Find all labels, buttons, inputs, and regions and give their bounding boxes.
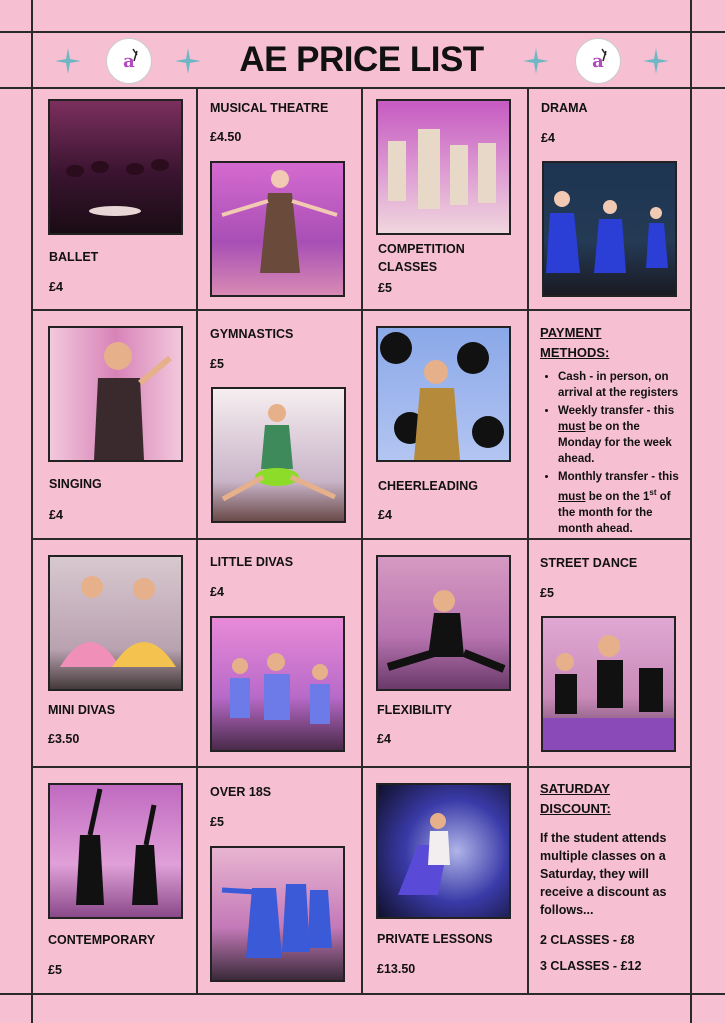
class-price: £4.50 bbox=[210, 130, 242, 144]
page-title: AE PRICE LIST bbox=[239, 40, 484, 79]
discount-three-classes: 3 CLASSES - £12 bbox=[540, 959, 642, 973]
payment-monthly: • Monthly transfer - this must be on the 1st of the month for the month ahead. bbox=[558, 469, 686, 537]
discount-heading: SATURDAY DISCOUNT: bbox=[540, 781, 611, 816]
competition-photo bbox=[376, 99, 511, 235]
class-name: LITTLE DIVAS bbox=[210, 555, 294, 569]
header bbox=[33, 32, 690, 87]
class-name: STREET DANCE bbox=[540, 556, 638, 570]
ballet-photo bbox=[48, 99, 183, 235]
class-price: £5 bbox=[48, 963, 62, 977]
class-name: CHEERLEADING bbox=[378, 479, 479, 493]
class-price: £5 bbox=[210, 815, 224, 829]
sparkle-icon bbox=[641, 46, 671, 76]
class-name: CONTEMPORARY bbox=[48, 933, 156, 947]
discount-two-classes: 2 CLASSES - £8 bbox=[540, 933, 635, 947]
class-name: SINGING bbox=[49, 477, 102, 491]
over-18s-photo bbox=[210, 846, 345, 982]
frame-line-left bbox=[31, 0, 33, 1023]
saturday-discount bbox=[540, 779, 686, 973]
payment-methods bbox=[540, 323, 686, 539]
col-line-3 bbox=[527, 89, 529, 993]
class-name: GYMNASTICS bbox=[210, 327, 294, 341]
flexibility-photo bbox=[376, 555, 511, 691]
singing-photo bbox=[48, 326, 183, 462]
dancer-logo-icon bbox=[580, 43, 616, 79]
private-lessons-photo bbox=[376, 783, 511, 919]
street-dance-photo bbox=[541, 616, 676, 752]
class-price: £4 bbox=[210, 585, 224, 599]
class-price: £3.50 bbox=[48, 732, 80, 746]
class-price: £4 bbox=[378, 508, 392, 522]
class-price: £5 bbox=[210, 357, 224, 371]
discount-description: If the student attends multiple classes on a Saturday, they will receive a discount as follows... bbox=[540, 831, 667, 917]
class-price: £4 bbox=[541, 131, 555, 145]
payment-cash: • Cash - in person, on arrival at the registers bbox=[558, 369, 686, 401]
frame-line-right bbox=[690, 0, 692, 1023]
mini-divas-photo bbox=[48, 555, 183, 691]
frame-line-bottom bbox=[0, 993, 725, 995]
class-price: £5 bbox=[378, 281, 392, 295]
class-price: £4 bbox=[49, 508, 63, 522]
class-name: COMPETITION CLASSES bbox=[378, 242, 465, 274]
col-line-1 bbox=[196, 89, 198, 993]
gymnastics-photo bbox=[211, 387, 346, 523]
svg-text:a: a bbox=[123, 51, 135, 72]
class-name: DRAMA bbox=[541, 101, 588, 115]
logo bbox=[575, 38, 621, 84]
class-price: £4 bbox=[49, 280, 63, 294]
svg-text:a: a bbox=[592, 51, 604, 72]
payment-list bbox=[540, 369, 686, 537]
class-name: FLEXIBILITY bbox=[377, 703, 452, 717]
class-price: £4 bbox=[377, 732, 391, 746]
sparkle-icon bbox=[521, 46, 551, 76]
payment-weekly: • Weekly transfer - this must be on the Monday for the week ahead. bbox=[558, 403, 686, 467]
cheerleading-photo bbox=[376, 326, 511, 462]
drama-photo bbox=[542, 161, 677, 297]
contemporary-photo bbox=[48, 783, 183, 919]
col-line-2 bbox=[361, 89, 363, 993]
class-name: MUSICAL THEATRE bbox=[210, 101, 329, 115]
little-divas-photo bbox=[210, 616, 345, 752]
class-price: £13.50 bbox=[377, 962, 416, 976]
class-name: BALLET bbox=[49, 250, 99, 264]
payment-heading: PAYMENT METHODS: bbox=[540, 325, 610, 360]
class-name: MINI DIVAS bbox=[48, 703, 116, 717]
class-price: £5 bbox=[540, 586, 554, 600]
musical-theatre-photo bbox=[210, 161, 345, 297]
class-name: OVER 18S bbox=[210, 785, 272, 799]
class-name: PRIVATE LESSONS bbox=[377, 932, 493, 946]
